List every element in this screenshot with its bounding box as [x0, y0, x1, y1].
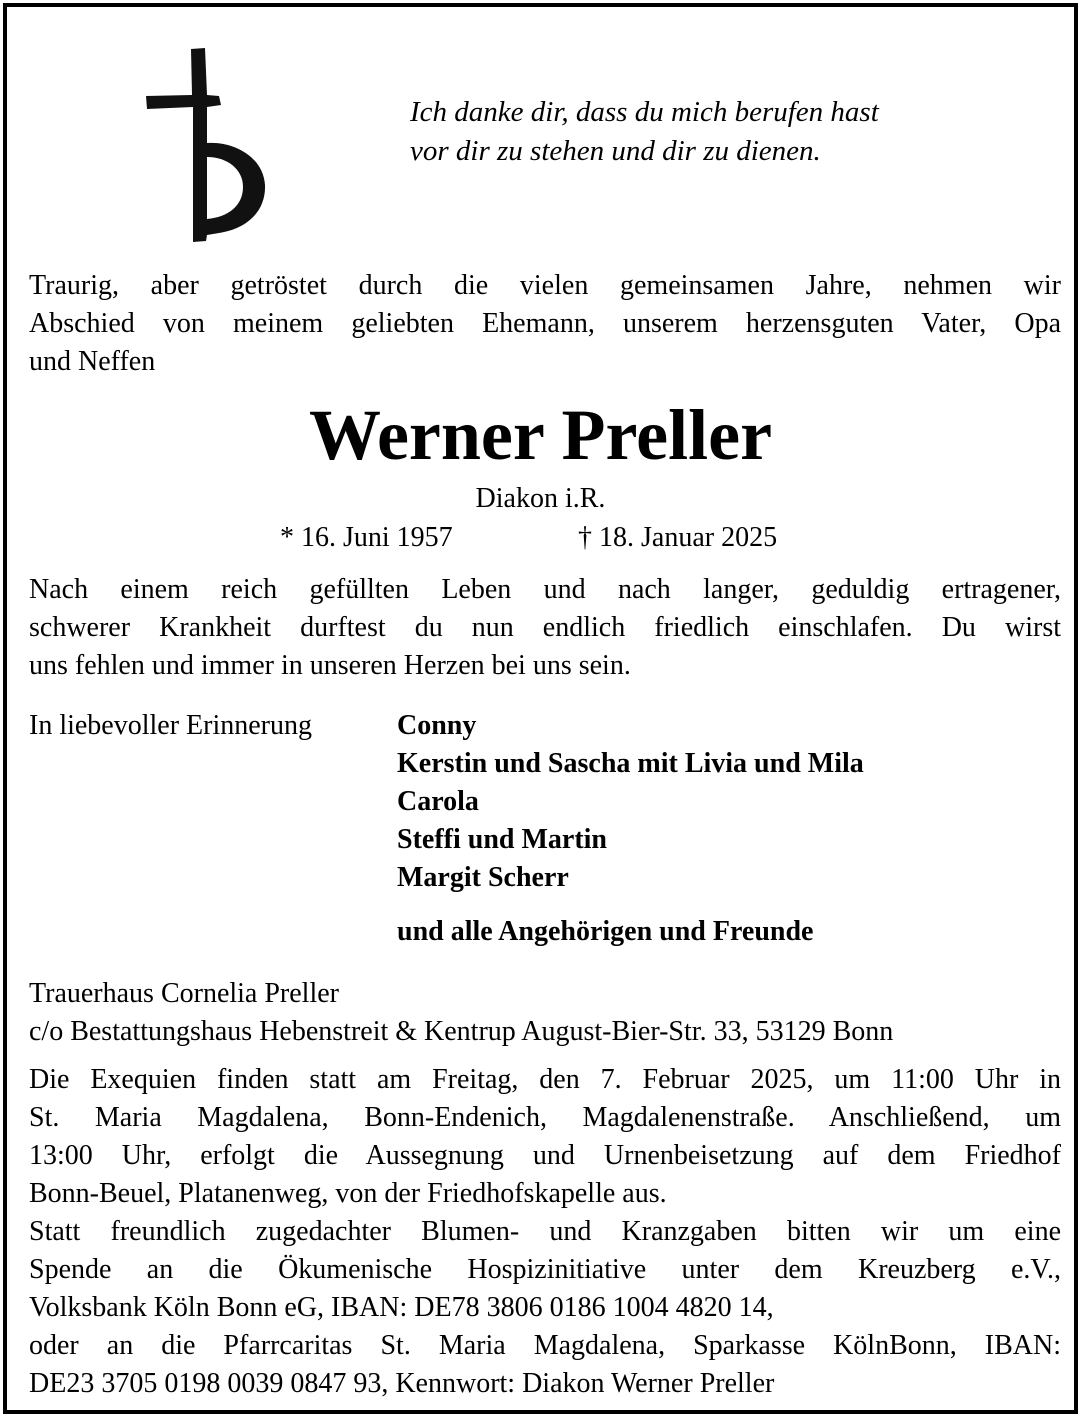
deceased-name: Werner Preller [308, 395, 773, 475]
life-dates [7, 519, 1074, 557]
family-member: Kerstin und Sascha mit Livia und Mila [397, 748, 864, 779]
service-paragraph [29, 1061, 1061, 1213]
quote-line: vor dir zu stehen und dir zu dienen. [410, 135, 821, 167]
family-list [397, 707, 864, 897]
intro-paragraph [29, 267, 1061, 381]
mourning-house-address [29, 975, 893, 1051]
bible-quote [410, 93, 1050, 171]
address-line: c/o Bestattungshaus Hebenstreit & Kentrup August-Bier-Str. 33, 53129 Bonn [29, 1016, 894, 1047]
service-line: Bonn-Beuel, Platanenweg, von der Friedhofskapelle aus. [29, 1178, 667, 1209]
tribute-line: uns fehlen und immer in unseren Herzen bei uns sein. [29, 650, 631, 681]
donation-paragraph [29, 1213, 1061, 1403]
tribute-line: Nach einem reich gefüllten Leben und nach langer, geduldig ertragener, [29, 574, 1061, 605]
intro-line: Traurig, aber getröstet durch die vielen gemeinsamen Jahre, nehmen wir [29, 270, 1061, 301]
family-member: Steffi und Martin [397, 824, 607, 855]
cross-symbol-icon [143, 45, 275, 245]
service-line: 13:00 Uhr, erfolgt die Aussegnung und Urnenbeisetzung auf dem Friedhof [29, 1140, 1061, 1171]
donation-line: oder an die Pfarrcaritas St. Maria Magdalena, Sparkasse KölnBonn, IBAN: [29, 1330, 1061, 1361]
birth-date: * 16. Juni 1957 [280, 522, 453, 553]
memory-label: In liebevoller Erinnerung [29, 710, 313, 741]
death-date: † 18. Januar 2025 [578, 522, 778, 553]
family-member: Conny [397, 710, 477, 741]
tribute-line: schwerer Krankheit durftest du nun endlich friedlich einschlafen. Du wirst [29, 612, 1061, 643]
family-member: Carola [397, 786, 479, 817]
relatives-and-friends: und alle Angehörigen und Freunde [397, 916, 814, 947]
address-line: Trauerhaus Cornelia Preller [29, 978, 339, 1009]
service-line: Die Exequien finden statt am Freitag, den 7. Februar 2025, um 11:00 Uhr in [29, 1064, 1061, 1095]
intro-line: und Neffen [29, 346, 156, 377]
service-line: St. Maria Magdalena, Bonn-Endenich, Magdalenenstraße. Anschließend, um [29, 1102, 1061, 1133]
deceased-title: Diakon i.R. [475, 483, 606, 514]
donation-line: Spende an die Ökumenische Hospizinitiative unter dem Kreuzberg e.V., [29, 1254, 1061, 1285]
tribute-paragraph [29, 571, 1061, 685]
obituary-frame [3, 3, 1078, 1414]
donation-line: DE23 3705 0198 0039 0847 93, Kennwort: Diakon Werner Preller [29, 1368, 775, 1399]
intro-line: Abschied von meinem geliebten Ehemann, unserem herzensguten Vater, Opa [29, 308, 1061, 339]
family-member: Margit Scherr [397, 862, 569, 893]
obituary-content [7, 7, 1074, 1410]
donation-line: Volksbank Köln Bonn eG, IBAN: DE78 3806 0186 1004 4820 14, [29, 1292, 774, 1323]
donation-line: Statt freundlich zugedachter Blumen- und Kranzgaben bitten wir um eine [29, 1216, 1061, 1247]
quote-line: Ich danke dir, dass du mich berufen hast [410, 96, 879, 128]
